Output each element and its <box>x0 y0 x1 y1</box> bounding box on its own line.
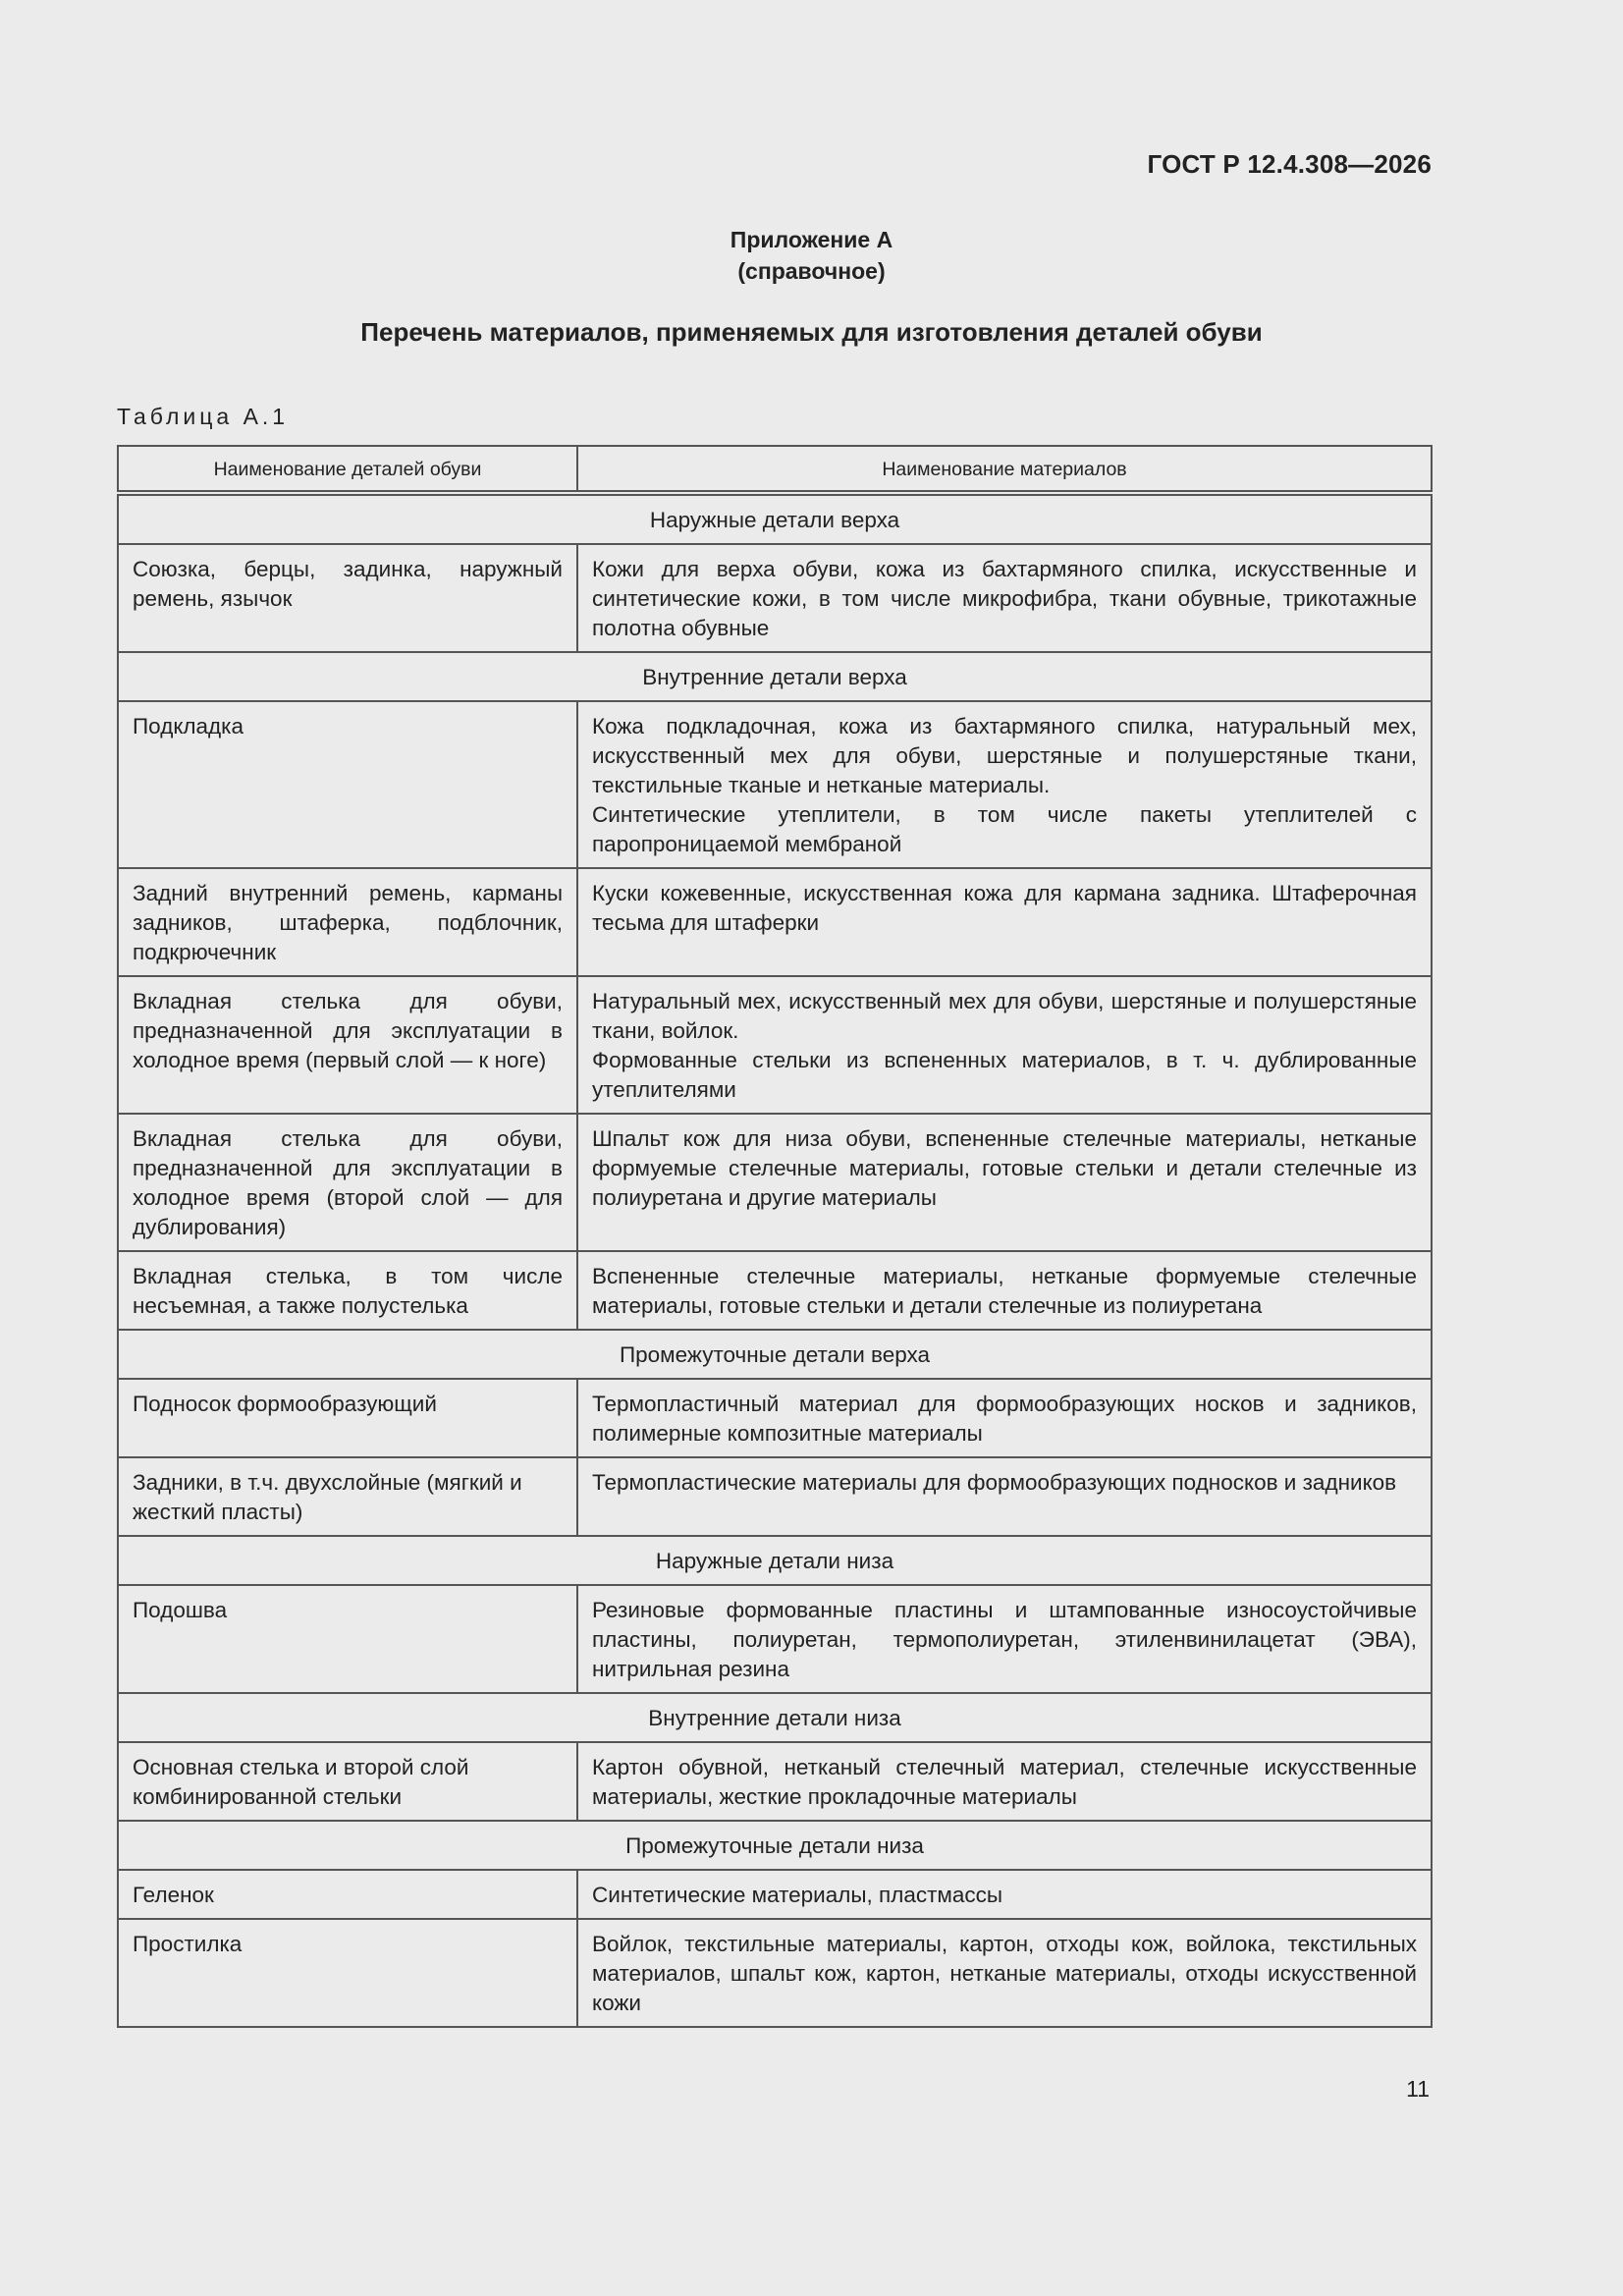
document-title: Перечень материалов, применяемых для изготовления деталей обуви <box>360 317 1263 347</box>
materials-paragraph: Термопластические материалы для формообразующих подносков и задников <box>592 1470 1397 1495</box>
table-row <box>118 976 1432 1114</box>
section-row <box>118 1536 1432 1585</box>
materials-paragraph: Формованные стельки из вспененных материалов, в т. ч. дублированные утеплителями <box>592 1048 1417 1102</box>
materials-cell <box>577 1114 1432 1251</box>
materials-cell <box>577 1919 1432 2027</box>
materials-cell <box>577 1585 1432 1693</box>
section-row <box>118 1693 1432 1742</box>
table-row <box>118 1114 1432 1251</box>
table-row <box>118 1457 1432 1536</box>
table-row <box>118 1585 1432 1693</box>
materials-paragraph: Кожа подкладочная, кожа из бахтармяного спилка, натуральный мех, искусственный мех для обуви, шерстяные и полушерстяные ткани, текстильные тканые и нетканые материалы. <box>592 714 1417 797</box>
materials-paragraph: Синтетические материалы, пластмассы <box>592 1883 1003 1907</box>
table-row <box>118 1919 1432 2027</box>
materials-cell <box>577 1742 1432 1821</box>
appendix-heading <box>0 224 1623 287</box>
part-name-cell: Основная стелька и второй слой комбинированной стельки <box>118 1742 577 1821</box>
section-row <box>118 493 1432 544</box>
table-row <box>118 544 1432 652</box>
materials-paragraph: Вспененные стелечные материалы, нетканые формуемые стелечные материалы, готовые стельки и детали стелечные из полиуретана <box>592 1264 1417 1318</box>
part-name-cell: Подошва <box>118 1585 577 1693</box>
part-name-cell: Задники, в т.ч. двухслойные (мягкий и жесткий пласты) <box>118 1457 577 1536</box>
materials-cell <box>577 701 1432 868</box>
part-name-cell: Задний внутренний ремень, карманы задников, штаферка, подблочник, подкрючечник <box>118 868 577 976</box>
section-title: Наружные детали верха <box>118 493 1432 544</box>
section-row <box>118 1330 1432 1379</box>
materials-paragraph: Шпальт кож для низа обуви, вспененные стелечные материалы, нетканые формуемые стелечные материалы, готовые стельки и детали стелечные из полиуретана и другие материалы <box>592 1126 1417 1210</box>
appendix-title: Приложение А <box>730 227 893 252</box>
materials-paragraph: Натуральный мех, искусственный мех для обуви, шерстяные и полушерстяные ткани, войлок. <box>592 989 1417 1043</box>
materials-paragraph: Войлок, текстильные материалы, картон, отходы кож, войлока, текстильных материалов, шпальт кож, картон, нетканые материалы, отходы искусственной кожи <box>592 1932 1417 2015</box>
part-name-cell: Вкладная стелька для обуви, предназначенной для эксплуатации в холодное время (первый слой — к ноге) <box>118 976 577 1114</box>
table-body <box>118 493 1432 2027</box>
table-row <box>118 1251 1432 1330</box>
table-row <box>118 1742 1432 1821</box>
section-title: Внутренние детали верха <box>118 652 1432 701</box>
table-row <box>118 1870 1432 1919</box>
column-header-materials: Наименование материалов <box>577 446 1432 493</box>
section-title: Внутренние детали низа <box>118 1693 1432 1742</box>
materials-paragraph: Картон обувной, нетканый стелечный материал, стелечные искусственные материалы, жесткие прокладочные материалы <box>592 1755 1417 1809</box>
section-title: Наружные детали низа <box>118 1536 1432 1585</box>
table-caption: Таблица А.1 <box>117 404 290 429</box>
part-name-cell: Союзка, берцы, задинка, наружный ремень, язычок <box>118 544 577 652</box>
table-header-row <box>118 446 1432 493</box>
materials-paragraph: Кожи для верха обуви, кожа из бахтармяного спилка, искусственные и синтетические кожи, в том числе микрофибра, ткани обувные, трикотажные полотна обувные <box>592 557 1417 640</box>
materials-paragraph: Синтетические утеплители, в том числе пакеты утеплителей с паропроницаемой мембраной <box>592 802 1417 856</box>
materials-table <box>117 445 1433 2028</box>
part-name-cell: Подносок формообразующий <box>118 1379 577 1457</box>
section-title: Промежуточные детали низа <box>118 1821 1432 1870</box>
part-name-cell: Вкладная стелька для обуви, предназначенной для эксплуатации в холодное время (второй слой — для дублирования) <box>118 1114 577 1251</box>
part-name-cell: Геленок <box>118 1870 577 1919</box>
part-name-cell: Подкладка <box>118 701 577 868</box>
materials-cell <box>577 1457 1432 1536</box>
column-header-parts: Наименование деталей обуви <box>118 446 577 493</box>
materials-cell <box>577 1251 1432 1330</box>
materials-cell <box>577 1870 1432 1919</box>
materials-cell <box>577 1379 1432 1457</box>
materials-cell <box>577 544 1432 652</box>
part-name-cell: Простилка <box>118 1919 577 2027</box>
table-row <box>118 868 1432 976</box>
document-code: ГОСТ Р 12.4.308—2026 <box>1147 149 1432 179</box>
materials-paragraph: Резиновые формованные пластины и штампованные износоустойчивые пластины, полиуретан, термополиуретан, этиленвинилацетат (ЭВА), нитрильная резина <box>592 1598 1417 1681</box>
table-row <box>118 1379 1432 1457</box>
materials-paragraph: Термопластичный материал для формообразующих носков и задников, полимерные композитные материалы <box>592 1392 1417 1446</box>
section-title: Промежуточные детали верха <box>118 1330 1432 1379</box>
materials-paragraph: Куски кожевенные, искусственная кожа для кармана задника. Штаферочная тесьма для штаферки <box>592 881 1417 935</box>
appendix-subtitle: (справочное) <box>737 258 886 284</box>
materials-cell <box>577 868 1432 976</box>
table-row <box>118 701 1432 868</box>
part-name-cell: Вкладная стелька, в том числе несъемная, а также полустелька <box>118 1251 577 1330</box>
section-row <box>118 1821 1432 1870</box>
page-number: 11 <box>1406 2076 1430 2102</box>
section-row <box>118 652 1432 701</box>
materials-cell <box>577 976 1432 1114</box>
